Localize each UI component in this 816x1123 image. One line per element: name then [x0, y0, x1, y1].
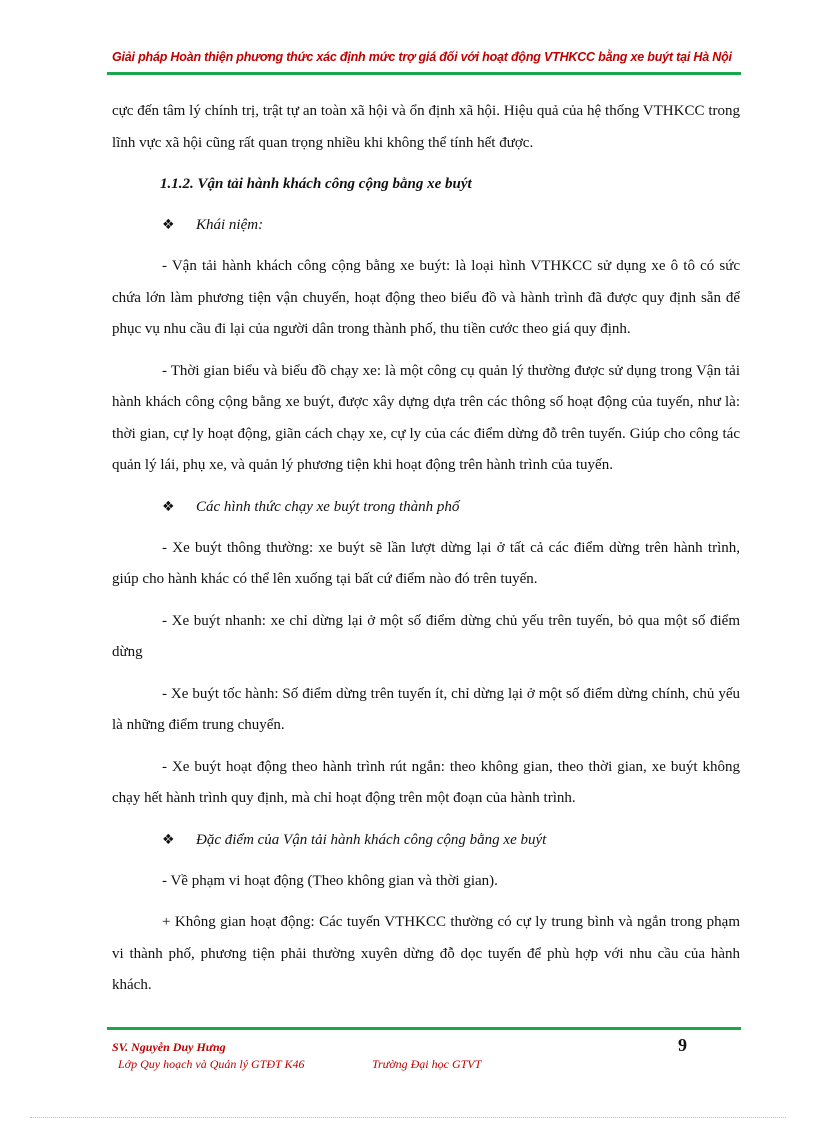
bullet-characteristics-label: Đặc điểm của Vận tải hành khách công cộng bằng xe buýt — [196, 831, 547, 848]
page-bottom-border — [30, 1117, 786, 1118]
bullet-characteristics — [112, 825, 740, 856]
section-heading: 1.1.2. Vận tải hành khách công cộng bằng xe buýt — [160, 176, 472, 192]
paragraph-short-route: - Xe buýt hoạt động theo hành trình rút ngắn: theo không gian, theo thời gian, xe buýt không chạy hết hành trình quy định, mà chỉ hoạt động trên một đoạn của hành trình. — [112, 758, 740, 806]
paragraph-definition: - Vận tải hành khách công cộng bằng xe buýt: là loại hình VTHKCC sử dụng xe ô tô có sức chứa lớn làm phương tiện vận chuyển, hoạt động theo biểu đồ và hành trình đã được quy định sẵn để phục vụ nhu cầu đi lại của người dân trong thành phố, thu tiền cước theo giá quy định. — [112, 258, 740, 337]
paragraph-express-bus: - Xe buýt tốc hành: Số điểm dừng trên tuyến ít, chỉ dừng lại ở một số điểm dừng chính, chủ yếu là những điểm trung chuyển. — [112, 685, 740, 733]
bullet-concept-label: Khái niệm: — [196, 217, 264, 233]
bullet-concept — [112, 210, 740, 241]
page-number: 9 — [678, 1035, 687, 1055]
bullet-forms-label: Các hình thức chạy xe buýt trong thành phố — [196, 498, 460, 515]
page-body — [112, 96, 740, 1002]
footer-school: Trường Đại học GTVT — [372, 1057, 482, 1071]
paragraph-regular-bus: - Xe buýt thông thường: xe buýt sẽ lần lượt dừng lại ở tất cả các điểm dừng trên hành trình, giúp cho hành khác có thể lên xuống tại bất cứ điểm nào đó trên tuyến. — [112, 539, 740, 587]
footer-student-name: SV. Nguyễn Duy Hưng — [112, 1040, 226, 1054]
paragraph-intro: cực đến tâm lý chính trị, trật tự an toàn xã hội và ổn định xã hội. Hiệu quả của hệ thống VTHKCC trong lĩnh vực xã hội cũng rất quan trọng nhiều khi không thể tính hết được. — [112, 103, 740, 151]
diamond-bullet-icon: ❖ — [162, 217, 175, 233]
paragraph-fast-bus: - Xe buýt nhanh: xe chỉ dừng lại ở một số điểm dừng chủ yếu trên tuyến, bỏ qua một số điểm dừng — [112, 612, 740, 660]
diamond-bullet-icon: ❖ — [162, 831, 175, 848]
running-header-title: Giải pháp Hoàn thiện phương thức xác định mức trợ giá đối với hoạt động VTHKCC bằng xe buýt tại Hà Nội — [112, 50, 732, 64]
paragraph-schedule: - Thời gian biểu và biểu đồ chạy xe: là một công cụ quản lý thường được sử dụng trong Vận tải hành khách công cộng bằng xe buýt, được xây dựng dựa trên các thông số hoạt động của tuyến, như là: thời gian, cự ly hoạt động, giãn cách chạy xe, cự ly của các điểm dừng đỗ trên tuyến. Giúp cho công tác quản lý lái, phụ xe, và quản lý phương tiện khi hoạt động trên hành trình của tuyến. — [112, 362, 740, 473]
footer-rule — [107, 1027, 741, 1030]
paragraph-space: + Không gian hoạt động: Các tuyến VTHKCC thường có cự ly trung bình và ngắn trong phạm vi thành phố, phương tiện phải thường xuyên dừng đỗ dọc tuyến để phù hợp với nhu cầu của hành khách. — [112, 914, 740, 993]
footer-class: Lớp Quy hoạch và Quản lý GTĐT K46 — [118, 1057, 305, 1071]
diamond-bullet-icon: ❖ — [162, 498, 175, 515]
bullet-forms — [112, 492, 740, 523]
paragraph-scope: - Về phạm vi hoạt động (Theo không gian và thời gian). — [162, 872, 498, 889]
header-rule — [107, 72, 741, 75]
